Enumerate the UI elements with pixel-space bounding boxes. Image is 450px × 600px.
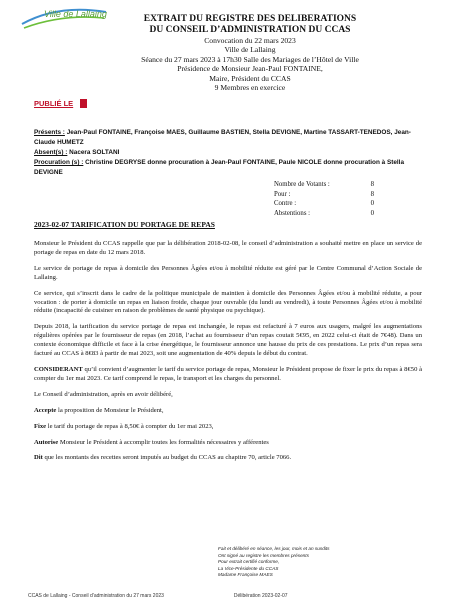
- presents-names: Jean-Paul FONTAINE, Françoise MAES, Guillaume BASTIEN, Stella DEVIGNE, Martine TASSART-TENEDOS, Jean-Claude HUMETZ: [34, 129, 411, 146]
- absents-line: [34, 148, 422, 158]
- deliberation-body: [34, 240, 422, 470]
- publie-label: PUBLIÉ LE: [34, 99, 74, 108]
- vote-row: [274, 190, 374, 200]
- paragraph: Le service de portage de repas à domicile des Personnes Âgées et/ou à mobilité réduite est géré par le Centre Communal d’Action Sociale de Lallaing.: [34, 264, 422, 281]
- header-title-2: DU CONSEIL D’ADMINISTRATION DU CCAS: [149, 25, 351, 35]
- vote-value: 0: [370, 209, 374, 217]
- paragraph: [34, 407, 422, 416]
- footer-right: Délibération 2023-02-07: [233, 593, 288, 599]
- paragraph: [34, 366, 422, 384]
- vote-label: Abstentions :: [274, 209, 311, 217]
- paragraph: Depuis 2018, la tarification du service portage de repas est inchangée, le repas est refacturé à 7 euros aux usagers, malgré les augmentations régulières opérées par le fournisseur de repas (en 2018, l’achat au fournisseur d’un repas coutait 5€95, en 2022 celui-ci était de 7€48). Dans un contexte économique difficile et face à la crise énergétique, le fournisseur annonce une hausse du prix de ces prestations. Le prix d’un repas sera facturé au CCAS à 8€83 à partir de mai 2023, soit une augmentation de 40% depuis le début du contrat.: [34, 323, 422, 358]
- paragraph-keyword: Accepte: [34, 406, 57, 414]
- signature-block: [218, 546, 388, 579]
- footer-left: CCAS de Lallaing - Conseil d’administration du 27 mars 2023: [28, 593, 164, 599]
- header-line: Présidence de Monsieur Jean-Paul FONTAINE,: [177, 64, 323, 74]
- paragraph-keyword: Fixe: [34, 422, 47, 430]
- procuration-names: Christine DEGRYSE donne procuration à Jean-Paul FONTAINE, Paule NICOLE donne procuration à Stella DEVIGNE: [34, 159, 405, 176]
- header-line: Maire, Président du CCAS: [209, 73, 291, 83]
- procuration-label: Procuration (s) :: [34, 159, 84, 166]
- vote-row: [274, 199, 374, 209]
- header-line: Convocation du 22 mars 2023: [204, 36, 296, 45]
- vote-label: Contre :: [274, 200, 297, 207]
- vote-value: 0: [370, 200, 374, 207]
- vote-tally: [274, 180, 374, 218]
- vote-label: Pour :: [274, 190, 291, 198]
- presents-label: Présents :: [34, 129, 65, 136]
- absents-label: Absent(s) :: [34, 149, 68, 156]
- paragraph-text: le tarif du portage de repas à 8,50€ à compter du 1er mai 2023,: [46, 422, 214, 430]
- paragraph: Le Conseil d’administration, après en avoir délibéré,: [34, 390, 173, 398]
- document-header: [100, 14, 400, 92]
- header-line: Séance du 27 mars 2023 à 17h30 Salle des Mariages de l’Hôtel de Ville: [141, 54, 359, 64]
- paragraph-text: que les montants des recettes seront imputés au budget du CCAS au chapitre 70, article 7066.: [42, 454, 292, 462]
- signature-line: La Vice-Présidente du CCAS: [218, 565, 279, 571]
- logo-text: Ville de Lallaing: [44, 9, 107, 19]
- page-footer: [28, 593, 428, 599]
- paragraph-text: Monsieur le Président à accomplir toutes les formalités nécessaires y afférentes: [58, 438, 269, 446]
- vote-row: [274, 209, 374, 219]
- header-line: Ville de Lallaing: [224, 45, 276, 55]
- header-line: 9 Membres en exercice: [214, 83, 286, 93]
- paragraph-text: qu’il convient d’augmenter le tarif du service portage de repas, Monsieur le Président propose de fixer le prix du repas à 8€50 à compter du 1er mai 2023. Ce tarif comprend le repas, le transport et les charges du personnel.: [34, 365, 422, 382]
- paragraph-keyword: CONSIDERANT: [34, 365, 83, 373]
- vote-value: 8: [370, 181, 374, 188]
- paragraph: Ce service, qui s’inscrit dans le cadre de la politique municipale de maintien à domicile des Personnes Âgées et/ou à mobilité réduite, a pour vocation : de porter à domicile un repas en liaison froide, chaque jour ouvrable (du lundi au vendredi), à toute Personnes Âgées et/ou à mobilité réduite (incapacité de cuisiner en raison de problèmes de santé physique ou psychique).: [34, 289, 422, 315]
- header-title-1: EXTRAIT DU REGISTRE DES DELIBERATIONS: [143, 14, 357, 24]
- paragraph: [34, 423, 422, 432]
- presents-line: [34, 128, 422, 148]
- paragraph-keyword: Autorise: [34, 438, 59, 446]
- vote-value: 8: [370, 190, 374, 198]
- city-logo: [18, 2, 110, 32]
- procuration-line: [34, 158, 422, 178]
- attendance-block: [34, 128, 422, 178]
- absents-names: Nacera SOLTANI: [69, 149, 120, 156]
- vote-row: [274, 180, 374, 190]
- deliberation-title: 2023-02-07 TARIFICATION DU PORTAGE DE REPAS: [34, 220, 215, 229]
- signature-line: Madame Françoise MAES: [218, 572, 273, 578]
- paragraph-text: la proposition de Monsieur le Président,: [56, 406, 164, 414]
- signature-line: Fait et délibéré en séance, les jour, mois et an susdits: [218, 546, 330, 551]
- signature-line: Ont signé au registre les membres présents: [218, 552, 309, 558]
- vote-label: Nombre de Votants :: [274, 181, 330, 188]
- paragraph: [34, 454, 422, 463]
- publie-marker: [80, 99, 87, 108]
- paragraph-keyword: Dit: [34, 454, 43, 462]
- signature-line: Pour extrait certifié conforme,: [218, 559, 280, 565]
- paragraph: [34, 439, 422, 448]
- paragraph: Monsieur le Président du CCAS rappelle que par la délibération 2018-02-08, le conseil d’administration a souhaité mettre en place un service de portage de repas en date du 12 mars 2018.: [34, 240, 422, 256]
